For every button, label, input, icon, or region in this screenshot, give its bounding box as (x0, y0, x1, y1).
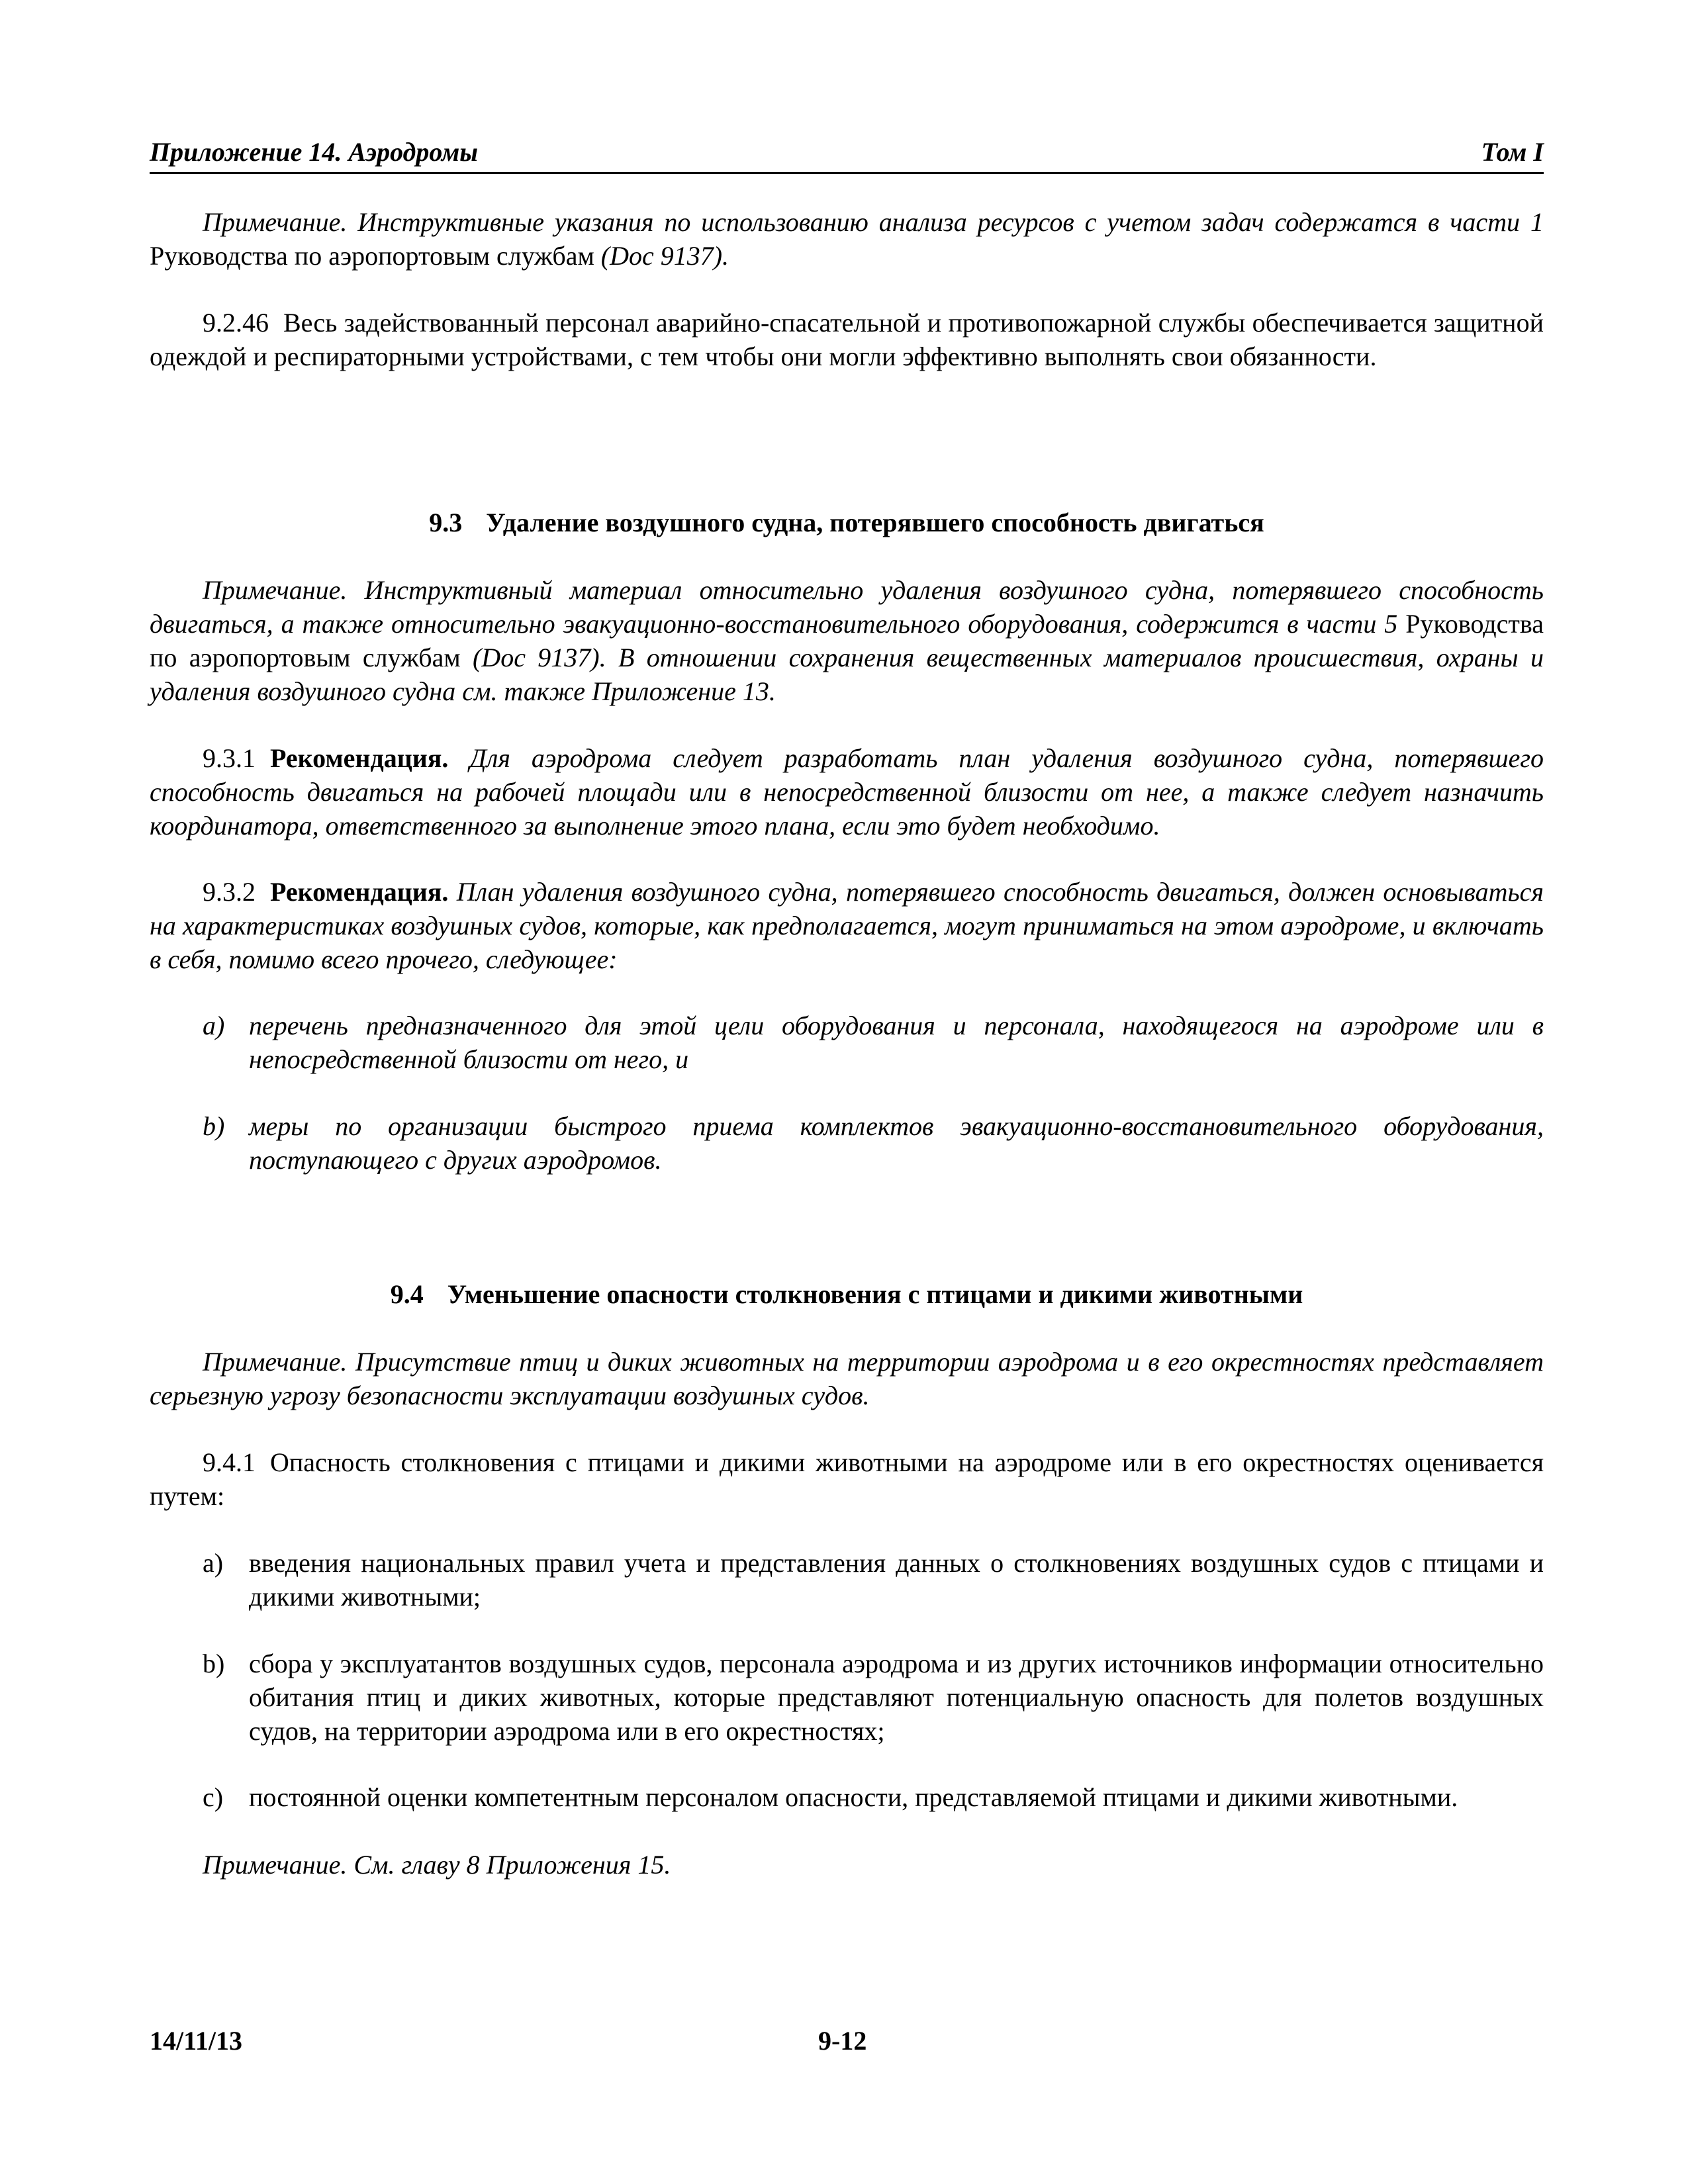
list-item (150, 1109, 1544, 1177)
paragraph-number: 9.4.1 (203, 1447, 256, 1477)
list-item-text: постоянной оценки компетентным персоналом опасности, представляемой птицами и дикими животными. (249, 1782, 1458, 1812)
paragraph-text: Для аэродрома следует разработать план удаления воздушного судна, потерявшего способность двигаться на рабочей площади или в непосредственной близости от нее, а также следует назначить координатора, ответственного за выполнение этого плана, если это будет необходимо. (150, 743, 1544, 841)
note-resource-analysis (150, 205, 1544, 273)
page-header (150, 131, 1544, 174)
list-marker: a) (203, 1548, 224, 1578)
paragraph-9-4-1 (150, 1445, 1544, 1513)
note-wildlife-hazard (150, 1345, 1544, 1412)
section-title: Уменьшение опасности столкновения с птицами и дикими животными (447, 1279, 1303, 1309)
list-marker: b) (203, 1649, 225, 1678)
note-text: Примечание. Присутствие птиц и диких животных на территории аэродрома и в его окрестностях представляет серьезную угрозу безопасности эксплуатации воздушных судов. (150, 1347, 1544, 1410)
list-item (150, 1009, 1544, 1076)
paragraph-number: 9.2.46 (203, 308, 269, 338)
paragraph-text: План удаления воздушного судна, потерявшего способность двигаться, должен основываться на характеристиках воздушных судов, которые, как предполагается, могут приниматься на этом аэродроме, и включать в себя, помимо всего прочего, следующее: (150, 877, 1544, 974)
document-page (150, 0, 1544, 2184)
section-number: 9.3 (429, 508, 463, 537)
list-marker: b) (203, 1111, 225, 1141)
note-see-annex-15 (150, 1848, 1544, 1882)
list-item (150, 1647, 1544, 1748)
manual-reference: Руководства по аэропортовым службам (150, 241, 594, 271)
list-marker: a) (203, 1011, 225, 1040)
list-item-text: сбора у эксплуатантов воздушных судов, персонала аэродрома и из других источников информации относительно обитания птиц и диких животных, которые представляют потенциальную опасность для полетов воздушных судов, на территории аэродрома или в его окрестностях; (249, 1649, 1544, 1746)
paragraph-9-2-46 (150, 306, 1544, 373)
doc-reference: (Doc 9137). (594, 241, 729, 271)
recommendation-label: Рекомендация. (270, 743, 449, 773)
paragraph-9-3-1 (150, 741, 1544, 842)
note-text-continued: (Doc 9137). В отношении сохранения вещественных материалов происшествия, охраны и удаления воздушного судна см. также Приложение 13. (150, 643, 1544, 706)
section-title: Удаление воздушного судна, потерявшего способность двигаться (486, 508, 1264, 537)
section-heading-9-4 (150, 1277, 1544, 1311)
paragraph-text: Весь задействованный персонал аварийно-спасательной и противопожарной службы обеспечивается защитной одеждой и респираторными устройствами, с тем чтобы они могли эффективно выполнять свои обязанности. (150, 308, 1544, 371)
note-text: Примечание. Инструктивный материал относительно удаления воздушного судна, потерявшего способность двигаться, а также относительно эвакуационно-восстановительного оборудования, содержится в части 5 (150, 575, 1544, 639)
page-number: 9-12 (818, 2026, 867, 2056)
list-item-text: меры по организации быстрого приема комплектов эвакуационно-восстановительного оборудования, поступающего с других аэродромов. (249, 1111, 1544, 1175)
section-number: 9.4 (390, 1279, 424, 1309)
paragraph-text: Опасность столкновения с птицами и дикими животными на аэродроме или в его окрестностях оценивается путем: (150, 1447, 1544, 1511)
note-text: Примечание. Инструктивные указания по использованию анализа ресурсов с учетом задач содержатся в части 1 (203, 207, 1544, 237)
paragraph-number: 9.3.1 (203, 743, 256, 773)
list-item (150, 1546, 1544, 1614)
manual-reference: Руководства по аэропортовым службам (150, 609, 1544, 672)
list-item (150, 1780, 1544, 1814)
list-item-text: введения национальных правил учета и представления данных о столкновениях воздушных судов с птицами и дикими животными; (249, 1548, 1544, 1612)
list-item-text: перечень предназначенного для этой цели оборудования и персонала, находящегося на аэродроме или в непосредственной близости от него, и (249, 1011, 1544, 1074)
note-aircraft-removal (150, 573, 1544, 708)
list-marker: c) (203, 1782, 224, 1812)
header-title: Приложение 14. Аэродромы (150, 137, 479, 167)
recommendation-label: Рекомендация. (270, 877, 449, 907)
header-volume: Том I (1481, 137, 1544, 167)
section-heading-9-3 (150, 506, 1544, 539)
note-text: Примечание. См. главу 8 Приложения 15. (203, 1850, 671, 1880)
paragraph-number: 9.3.2 (203, 877, 256, 907)
footer-date: 14/11/13 (150, 2026, 243, 2056)
paragraph-9-3-2 (150, 875, 1544, 976)
